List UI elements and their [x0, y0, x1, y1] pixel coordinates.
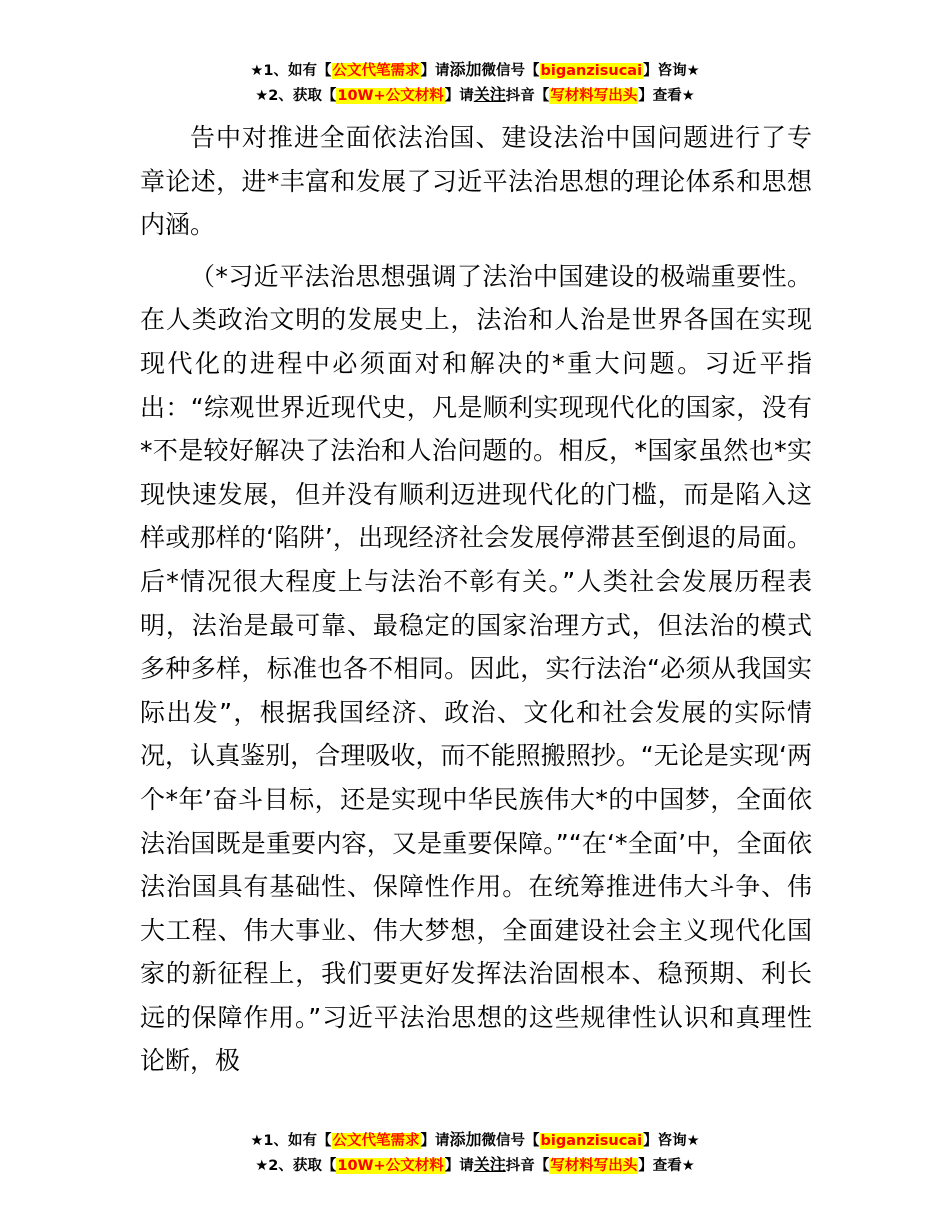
header-line-2-emphasis: 关注: [473, 85, 506, 104]
header-line-1-highlight-service: 公文代笔需求: [332, 63, 420, 79]
footer-line-2-mid: 】请: [444, 1158, 474, 1174]
header-line-1-suffix: 】咨询★: [643, 63, 700, 79]
header-line-2-highlight-materials: 10W+公文材料: [337, 88, 444, 104]
header-line-1-mid2: 微信号【: [481, 63, 540, 79]
footer-line-2-mid2: 抖音【: [505, 1158, 550, 1174]
header-line-1-mid: 】请: [420, 63, 450, 79]
paragraph-2: （*习近平法治思想强调了法治中国建设的极端重要性。在人类政治文明的发展史上，法治和人治是世界各国在实现现代化的进程中必须面对和解决的*重大问题。习近平指出：“综观世界近现代史，凡是顺利实现现代化的国家，没有*不是较好解决了法治和人治问题的。相反，*国家虽然也*实现快速发展，但并没有顺利迈进现代化的门槛，而是陷入这样或那样的‘陷阱’，出现经济社会发展停滞甚至倒退的局面。后*情况很大程度上与法治不彰有关。”人类社会发展历程表明，法治是最可靠、最稳定的国家治理方式，但法治的模式多种多样，标准也各不相同。因此，实行法治“必须从我国实际出发”，根据我国经济、政治、文化和社会发展的实际情况，认真鉴别，合理吸收，而不能照搬照抄。“无论是实现‘两个*年’奋斗目标，还是实现中华民族伟大*的中国梦，全面依法治国既是重要内容，又是重要保障。”“在‘*全面’中，全面依法治国具有基础性、保障性作用。在统筹推进伟大斗争、伟大工程、伟大事业、伟大梦想，全面建设社会主义现代化国家的新征程上，我们要更好发挥法治固根本、稳预期、利长远的保障作用。”习近平法治思想的这些规律性认识和真理性论断，极: [140, 261, 812, 1076]
footer-banner: [0, 1128, 950, 1178]
footer-line-2-suffix: 】查看★: [638, 1158, 695, 1174]
footer-line-2-prefix: ★2、获取【: [255, 1158, 337, 1174]
header-line-2: [0, 83, 950, 108]
footer-line-1-highlight-wechat: biganzisucai: [540, 1133, 643, 1149]
document-body: [140, 116, 812, 1083]
footer-line-1-mid: 】请: [420, 1133, 450, 1149]
header-line-2-prefix: ★2、获取【: [255, 88, 337, 104]
header-line-2-mid: 】请: [444, 88, 474, 104]
header-line-1: [0, 58, 950, 83]
footer-line-1-mid2: 微信号【: [481, 1133, 540, 1149]
header-banner: [0, 58, 950, 108]
footer-line-1-emphasis: 添加: [449, 1130, 482, 1149]
header-line-2-highlight-douyin: 写材料写出头: [550, 88, 638, 104]
footer-line-1-prefix: ★1、如有【: [250, 1133, 332, 1149]
footer-line-2-highlight-douyin: 写材料写出头: [550, 1158, 638, 1174]
header-line-2-mid2: 抖音【: [505, 88, 550, 104]
footer-line-1-suffix: 】咨询★: [643, 1133, 700, 1149]
footer-line-2-emphasis: 关注: [473, 1155, 506, 1174]
footer-line-2: [0, 1153, 950, 1178]
footer-line-1-highlight-service: 公文代笔需求: [332, 1133, 420, 1149]
paragraph-1: 告中对推进全面依法治国、建设法治中国问题进行了专章论述，进*丰富和发展了习近平法治思想的理论体系和思想内涵。: [140, 123, 812, 240]
header-line-1-highlight-wechat: biganzisucai: [540, 63, 643, 79]
header-line-1-emphasis: 添加: [449, 60, 482, 79]
header-line-2-suffix: 】查看★: [638, 88, 695, 104]
footer-line-1: [0, 1128, 950, 1153]
footer-line-2-highlight-materials: 10W+公文材料: [337, 1158, 444, 1174]
header-line-1-prefix: ★1、如有【: [250, 63, 332, 79]
